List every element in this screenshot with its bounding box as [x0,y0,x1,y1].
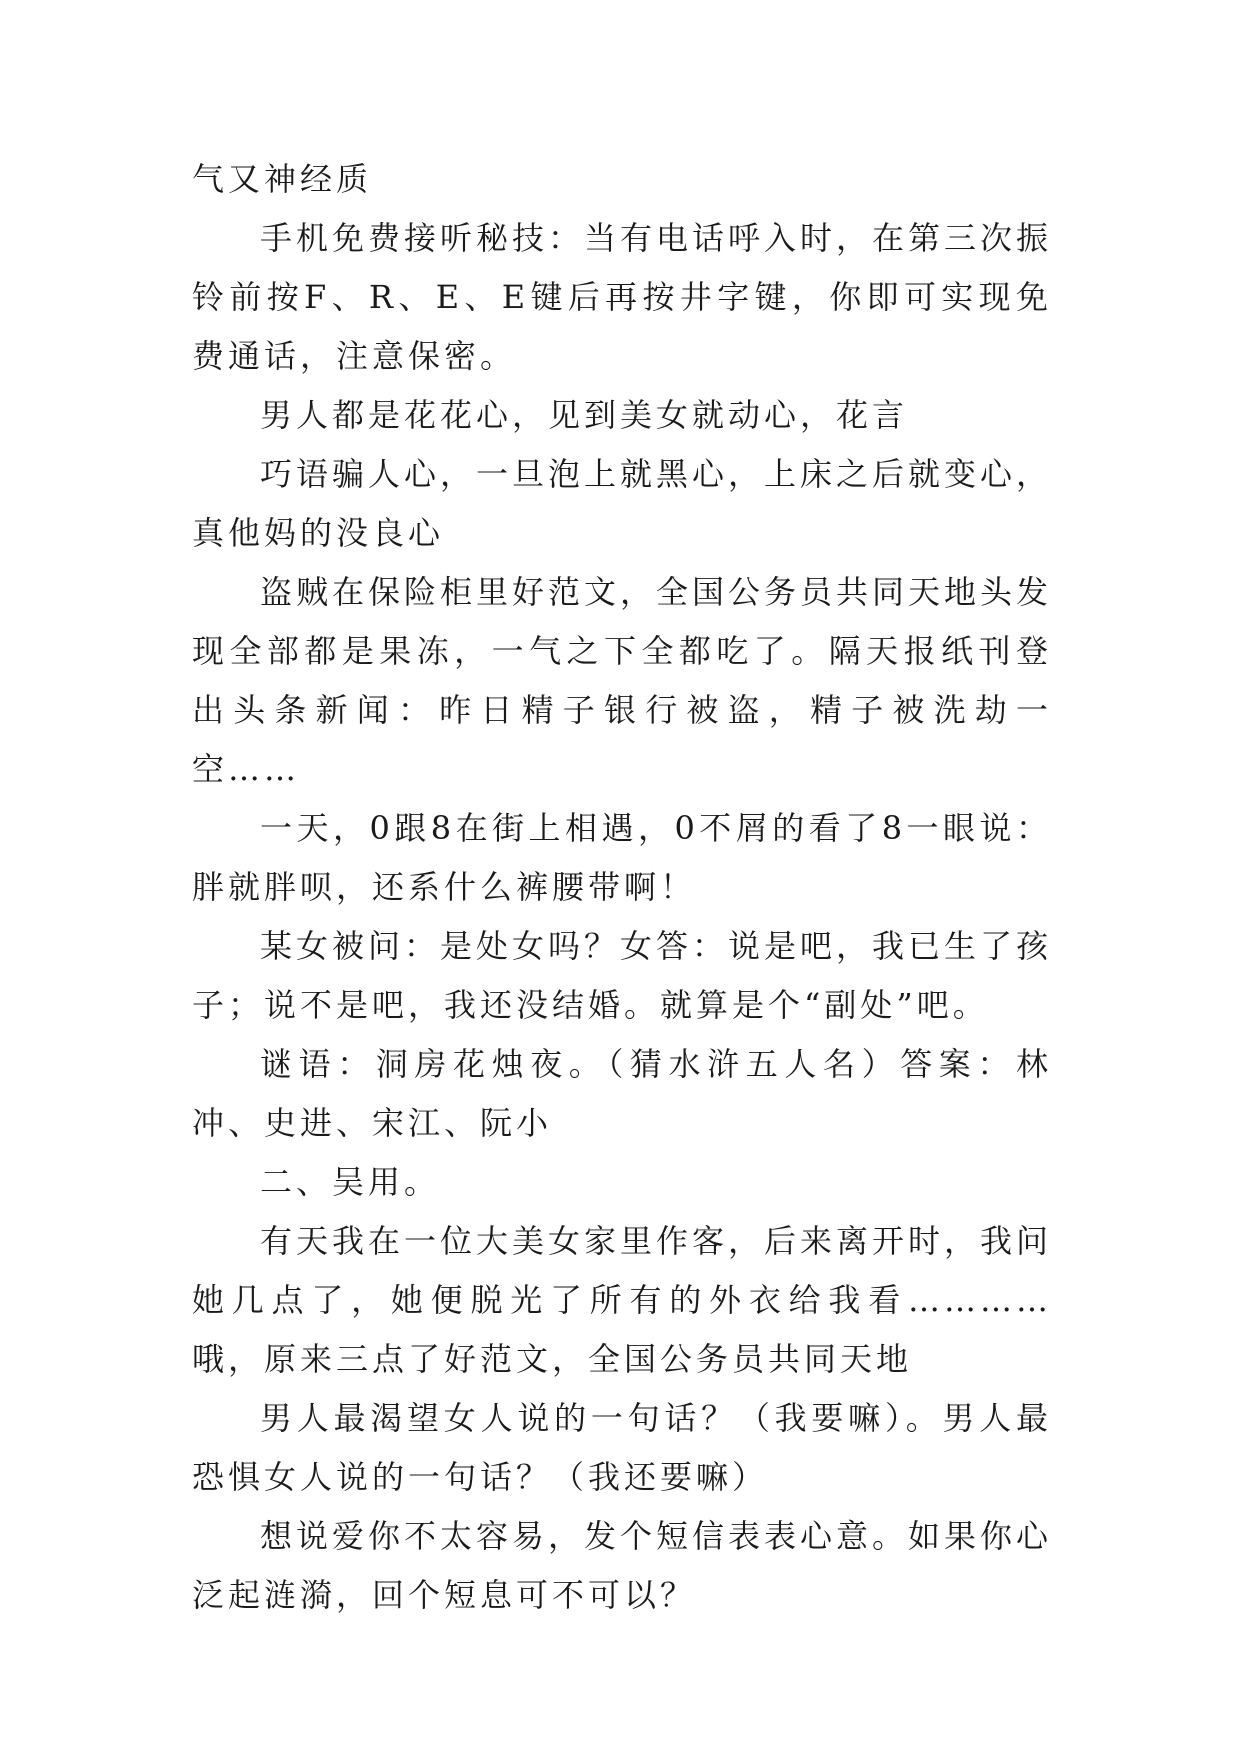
paragraph-2: 手机免费接听秘技：当有电话呼入时，在第三次振铃前按F、R、E、E键后再按井字键，你即可实现免费通话，注意保密。 [192,219,1053,375]
paragraph-1: 气又神经质 [192,160,373,198]
paragraph-4: 巧语骗人心，一旦泡上就黑心，上床之后就变心，真他妈的没良心 [192,455,1053,552]
paragraph-5: 盗贼在保险柜里好范文，全国公务员共同天地头发现全部都是果冻，一气之下全都吃了。隔天报纸刊登出头条新闻：昨日精子银行被盗，精子被洗劫一空…… [192,573,1053,788]
paragraph-6: 一天，0跟8在街上相遇，0不屑的看了8一眼说：胖就胖呗，还系什么裤腰带啊！ [192,809,1052,906]
paragraph-12: 想说爱你不太容易，发个短信表表心意。如果你心泛起涟漪，回个短息可不可以？ [192,1517,1053,1614]
paragraph-8: 谜语：洞房花烛夜。（猜水浒五人名）答案：林冲、史进、宋江、阮小 [192,1045,1052,1142]
paragraph-10: 有天我在一位大美女家里作客，后来离开时，我问她几点了，她便脱光了所有的外衣给我看…………哦，原来三点了好范文，全国公务员共同天地 [192,1222,1053,1378]
body-text [192,150,1052,1625]
paragraph-7: 某女被问：是处女吗？女答：说是吧，我已生了孩子；说不是吧，我还没结婚。就算是个“副处”吧。 [192,927,1053,1024]
paragraph-11: 男人最渴望女人说的一句话？（我要嘛）。男人最恐惧女人说的一句话？（我还要嘛） [192,1399,1052,1496]
paragraph-9: 二、吴用。 [260,1163,441,1201]
paragraph-3: 男人都是花花心，见到美女就动心，花言 [260,396,909,434]
